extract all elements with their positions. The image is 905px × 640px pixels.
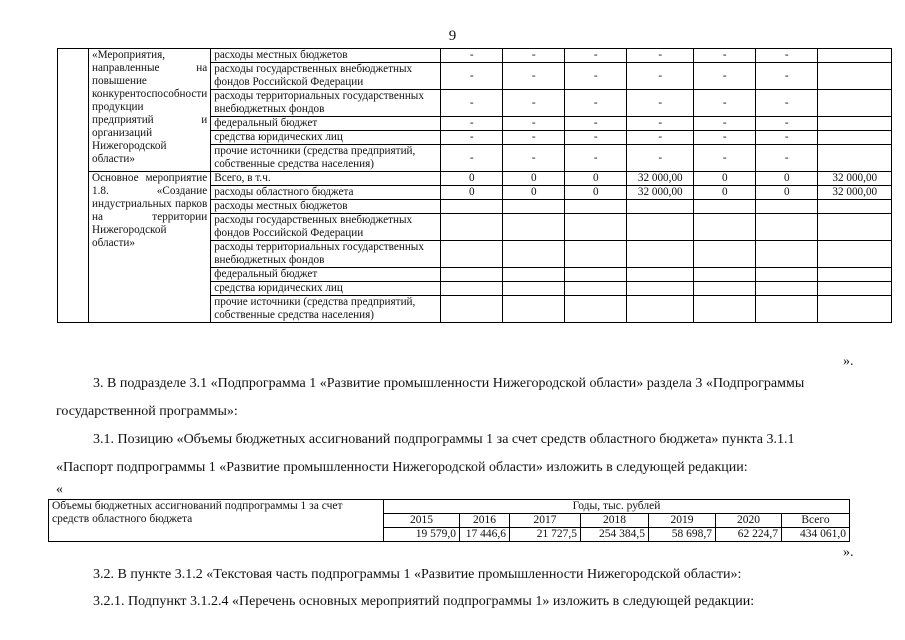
budget-value-cell: 17 446,6 xyxy=(460,528,510,542)
value-cell xyxy=(565,200,627,214)
value-cell xyxy=(694,214,756,241)
funding-source-cell: расходы государственных внебюджетных фондов Российской Федерации xyxy=(211,214,441,241)
value-cell xyxy=(627,200,694,214)
value-cell: - xyxy=(756,90,818,117)
value-cell xyxy=(818,200,892,214)
value-cell xyxy=(565,296,627,323)
value-cell xyxy=(756,241,818,268)
page-number: 9 xyxy=(448,28,457,44)
value-cell xyxy=(441,200,503,214)
funding-source-cell: расходы местных бюджетов xyxy=(211,200,441,214)
value-cell: - xyxy=(694,145,756,172)
paragraph-3-2: 3.2. В пункте 3.1.2 «Текстовая часть подпрограммы 1 «Развитие промышленности Нижегородской области»: xyxy=(93,567,742,582)
value-cell: - xyxy=(627,63,694,90)
quote-open: « xyxy=(56,482,63,497)
value-cell xyxy=(756,268,818,282)
funding-source-cell: средства юридических лиц xyxy=(211,131,441,145)
value-cell: - xyxy=(756,131,818,145)
funding-source-cell: расходы местных бюджетов xyxy=(211,49,441,63)
value-cell: - xyxy=(694,131,756,145)
value-cell xyxy=(503,214,565,241)
budget-value-cell: 58 698,7 xyxy=(649,528,716,542)
value-cell: - xyxy=(694,90,756,117)
value-cell xyxy=(565,268,627,282)
funding-source-cell: расходы территориальных государственных внебюджетных фондов xyxy=(211,241,441,268)
paragraph-3-1-line1: 3.1. Позицию «Объемы бюджетных ассигнований подпрограммы 1 за счет средств областного бюджета» пункта 3.1.1 xyxy=(93,432,795,447)
value-cell xyxy=(818,282,892,296)
value-cell: - xyxy=(627,117,694,131)
value-cell xyxy=(818,268,892,282)
value-cell xyxy=(818,90,892,117)
table-row xyxy=(58,172,892,186)
value-cell: - xyxy=(756,145,818,172)
event-name-cell: «Мероприятия, направленные на повышение конкурентоспособности продукции предприятий и организаций Нижегородской области» xyxy=(89,49,211,172)
table-closing-quote: ». xyxy=(843,354,854,369)
value-cell: - xyxy=(441,63,503,90)
paragraph-3-line2: государственной программы»: xyxy=(56,404,238,419)
value-cell: - xyxy=(756,117,818,131)
value-cell xyxy=(503,241,565,268)
value-cell xyxy=(818,49,892,63)
funding-source-cell: расходы территориальных государственных внебюджетных фондов xyxy=(211,90,441,117)
value-cell xyxy=(818,296,892,323)
value-cell: 0 xyxy=(756,186,818,200)
value-cell: - xyxy=(627,131,694,145)
value-cell xyxy=(441,241,503,268)
value-cell: - xyxy=(627,49,694,63)
value-cell xyxy=(694,200,756,214)
value-cell: - xyxy=(503,63,565,90)
value-cell xyxy=(818,131,892,145)
value-cell: - xyxy=(503,117,565,131)
funding-source-cell: федеральный бюджет xyxy=(211,268,441,282)
value-cell xyxy=(627,268,694,282)
value-cell xyxy=(694,241,756,268)
value-cell: - xyxy=(441,145,503,172)
value-cell xyxy=(818,145,892,172)
funding-source-cell: расходы областного бюджета xyxy=(211,186,441,200)
value-cell: 0 xyxy=(441,186,503,200)
value-cell xyxy=(503,200,565,214)
funding-source-cell: Всего, в т.ч. xyxy=(211,172,441,186)
year-header-cell: 2017 xyxy=(510,514,581,528)
value-cell xyxy=(756,282,818,296)
value-cell: - xyxy=(565,63,627,90)
funding-source-cell: расходы государственных внебюджетных фондов Российской Федерации xyxy=(211,63,441,90)
value-cell xyxy=(441,296,503,323)
table-row xyxy=(58,49,892,63)
paragraph-3-1-line2: «Паспорт подпрограммы 1 «Развитие промышленности Нижегородской области» изложить в следующей редакции: xyxy=(56,460,748,475)
budget-header: Годы, тыс. рублей xyxy=(384,500,850,514)
value-cell: 0 xyxy=(694,172,756,186)
value-cell: - xyxy=(503,90,565,117)
value-cell xyxy=(565,214,627,241)
value-cell: - xyxy=(694,63,756,90)
value-cell: - xyxy=(627,145,694,172)
value-cell: - xyxy=(627,90,694,117)
value-cell xyxy=(756,296,818,323)
year-header-cell: 2019 xyxy=(649,514,716,528)
value-cell xyxy=(627,241,694,268)
value-cell: - xyxy=(441,90,503,117)
value-cell xyxy=(694,296,756,323)
value-cell: - xyxy=(503,145,565,172)
value-cell: 32 000,00 xyxy=(627,172,694,186)
value-cell: - xyxy=(756,49,818,63)
budget-value-cell: 19 579,0 xyxy=(384,528,460,542)
value-cell xyxy=(503,282,565,296)
value-cell: - xyxy=(441,131,503,145)
value-cell xyxy=(694,282,756,296)
value-cell: - xyxy=(441,117,503,131)
funding-source-cell: средства юридических лиц xyxy=(211,282,441,296)
budget-table xyxy=(48,499,850,542)
year-header-cell: 2018 xyxy=(581,514,649,528)
value-cell: 32 000,00 xyxy=(818,186,892,200)
value-cell: - xyxy=(565,90,627,117)
value-cell: - xyxy=(565,145,627,172)
value-cell: 0 xyxy=(503,186,565,200)
year-header-cell: 2020 xyxy=(716,514,782,528)
value-cell xyxy=(503,268,565,282)
value-cell: 0 xyxy=(565,186,627,200)
value-cell: - xyxy=(756,63,818,90)
value-cell xyxy=(565,241,627,268)
value-cell: 0 xyxy=(503,172,565,186)
value-cell xyxy=(627,296,694,323)
funding-table xyxy=(57,48,892,323)
value-cell: - xyxy=(441,49,503,63)
value-cell xyxy=(756,200,818,214)
value-cell xyxy=(818,117,892,131)
value-cell xyxy=(503,296,565,323)
value-cell: 32 000,00 xyxy=(818,172,892,186)
value-cell xyxy=(818,214,892,241)
year-header-cell: 2015 xyxy=(384,514,460,528)
funding-source-cell: прочие источники (средства предприятий, собственные средства населения) xyxy=(211,145,441,172)
budget-label: Объемы бюджетных ассигнований подпрограммы 1 за счет средств областного бюджета xyxy=(49,500,384,542)
value-cell: 32 000,00 xyxy=(627,186,694,200)
value-cell: - xyxy=(503,131,565,145)
budget-value-cell: 21 727,5 xyxy=(510,528,581,542)
funding-source-cell: прочие источники (средства предприятий, собственные средства населения) xyxy=(211,296,441,323)
value-cell: - xyxy=(565,131,627,145)
year-header-cell: 2016 xyxy=(460,514,510,528)
value-cell xyxy=(818,63,892,90)
value-cell: - xyxy=(565,49,627,63)
funding-source-cell: федеральный бюджет xyxy=(211,117,441,131)
value-cell xyxy=(441,282,503,296)
paragraph-3-2-1: 3.2.1. Подпункт 3.1.2.4 «Перечень основных мероприятий подпрограммы 1» изложить в следующей редакции: xyxy=(93,594,755,609)
value-cell xyxy=(694,268,756,282)
value-cell: 0 xyxy=(441,172,503,186)
value-cell: - xyxy=(565,117,627,131)
value-cell: - xyxy=(694,117,756,131)
budget-value-cell: 62 224,7 xyxy=(716,528,782,542)
value-cell xyxy=(627,214,694,241)
value-cell xyxy=(818,241,892,268)
value-cell xyxy=(441,268,503,282)
empty-column-cell xyxy=(58,49,89,323)
paragraph-3-line1: 3. В подразделе 3.1 «Подпрограмма 1 «Развитие промышленности Нижегородской области» раздела 3 «Подпрограммы xyxy=(93,376,805,391)
value-cell xyxy=(565,282,627,296)
value-cell: 0 xyxy=(756,172,818,186)
value-cell xyxy=(441,214,503,241)
value-cell: - xyxy=(694,49,756,63)
value-cell: 0 xyxy=(694,186,756,200)
value-cell: - xyxy=(503,49,565,63)
value-cell xyxy=(756,214,818,241)
event-name-cell: Основное мероприятие 1.8. «Создание индустриальных парков на территории Нижегородской области» xyxy=(89,172,211,323)
budget-value-cell: 434 061,0 xyxy=(782,528,850,542)
year-header-cell: Всего xyxy=(782,514,850,528)
value-cell: 0 xyxy=(565,172,627,186)
budget-value-cell: 254 384,5 xyxy=(581,528,649,542)
value-cell xyxy=(627,282,694,296)
table2-closing-quote: ». xyxy=(843,545,854,560)
